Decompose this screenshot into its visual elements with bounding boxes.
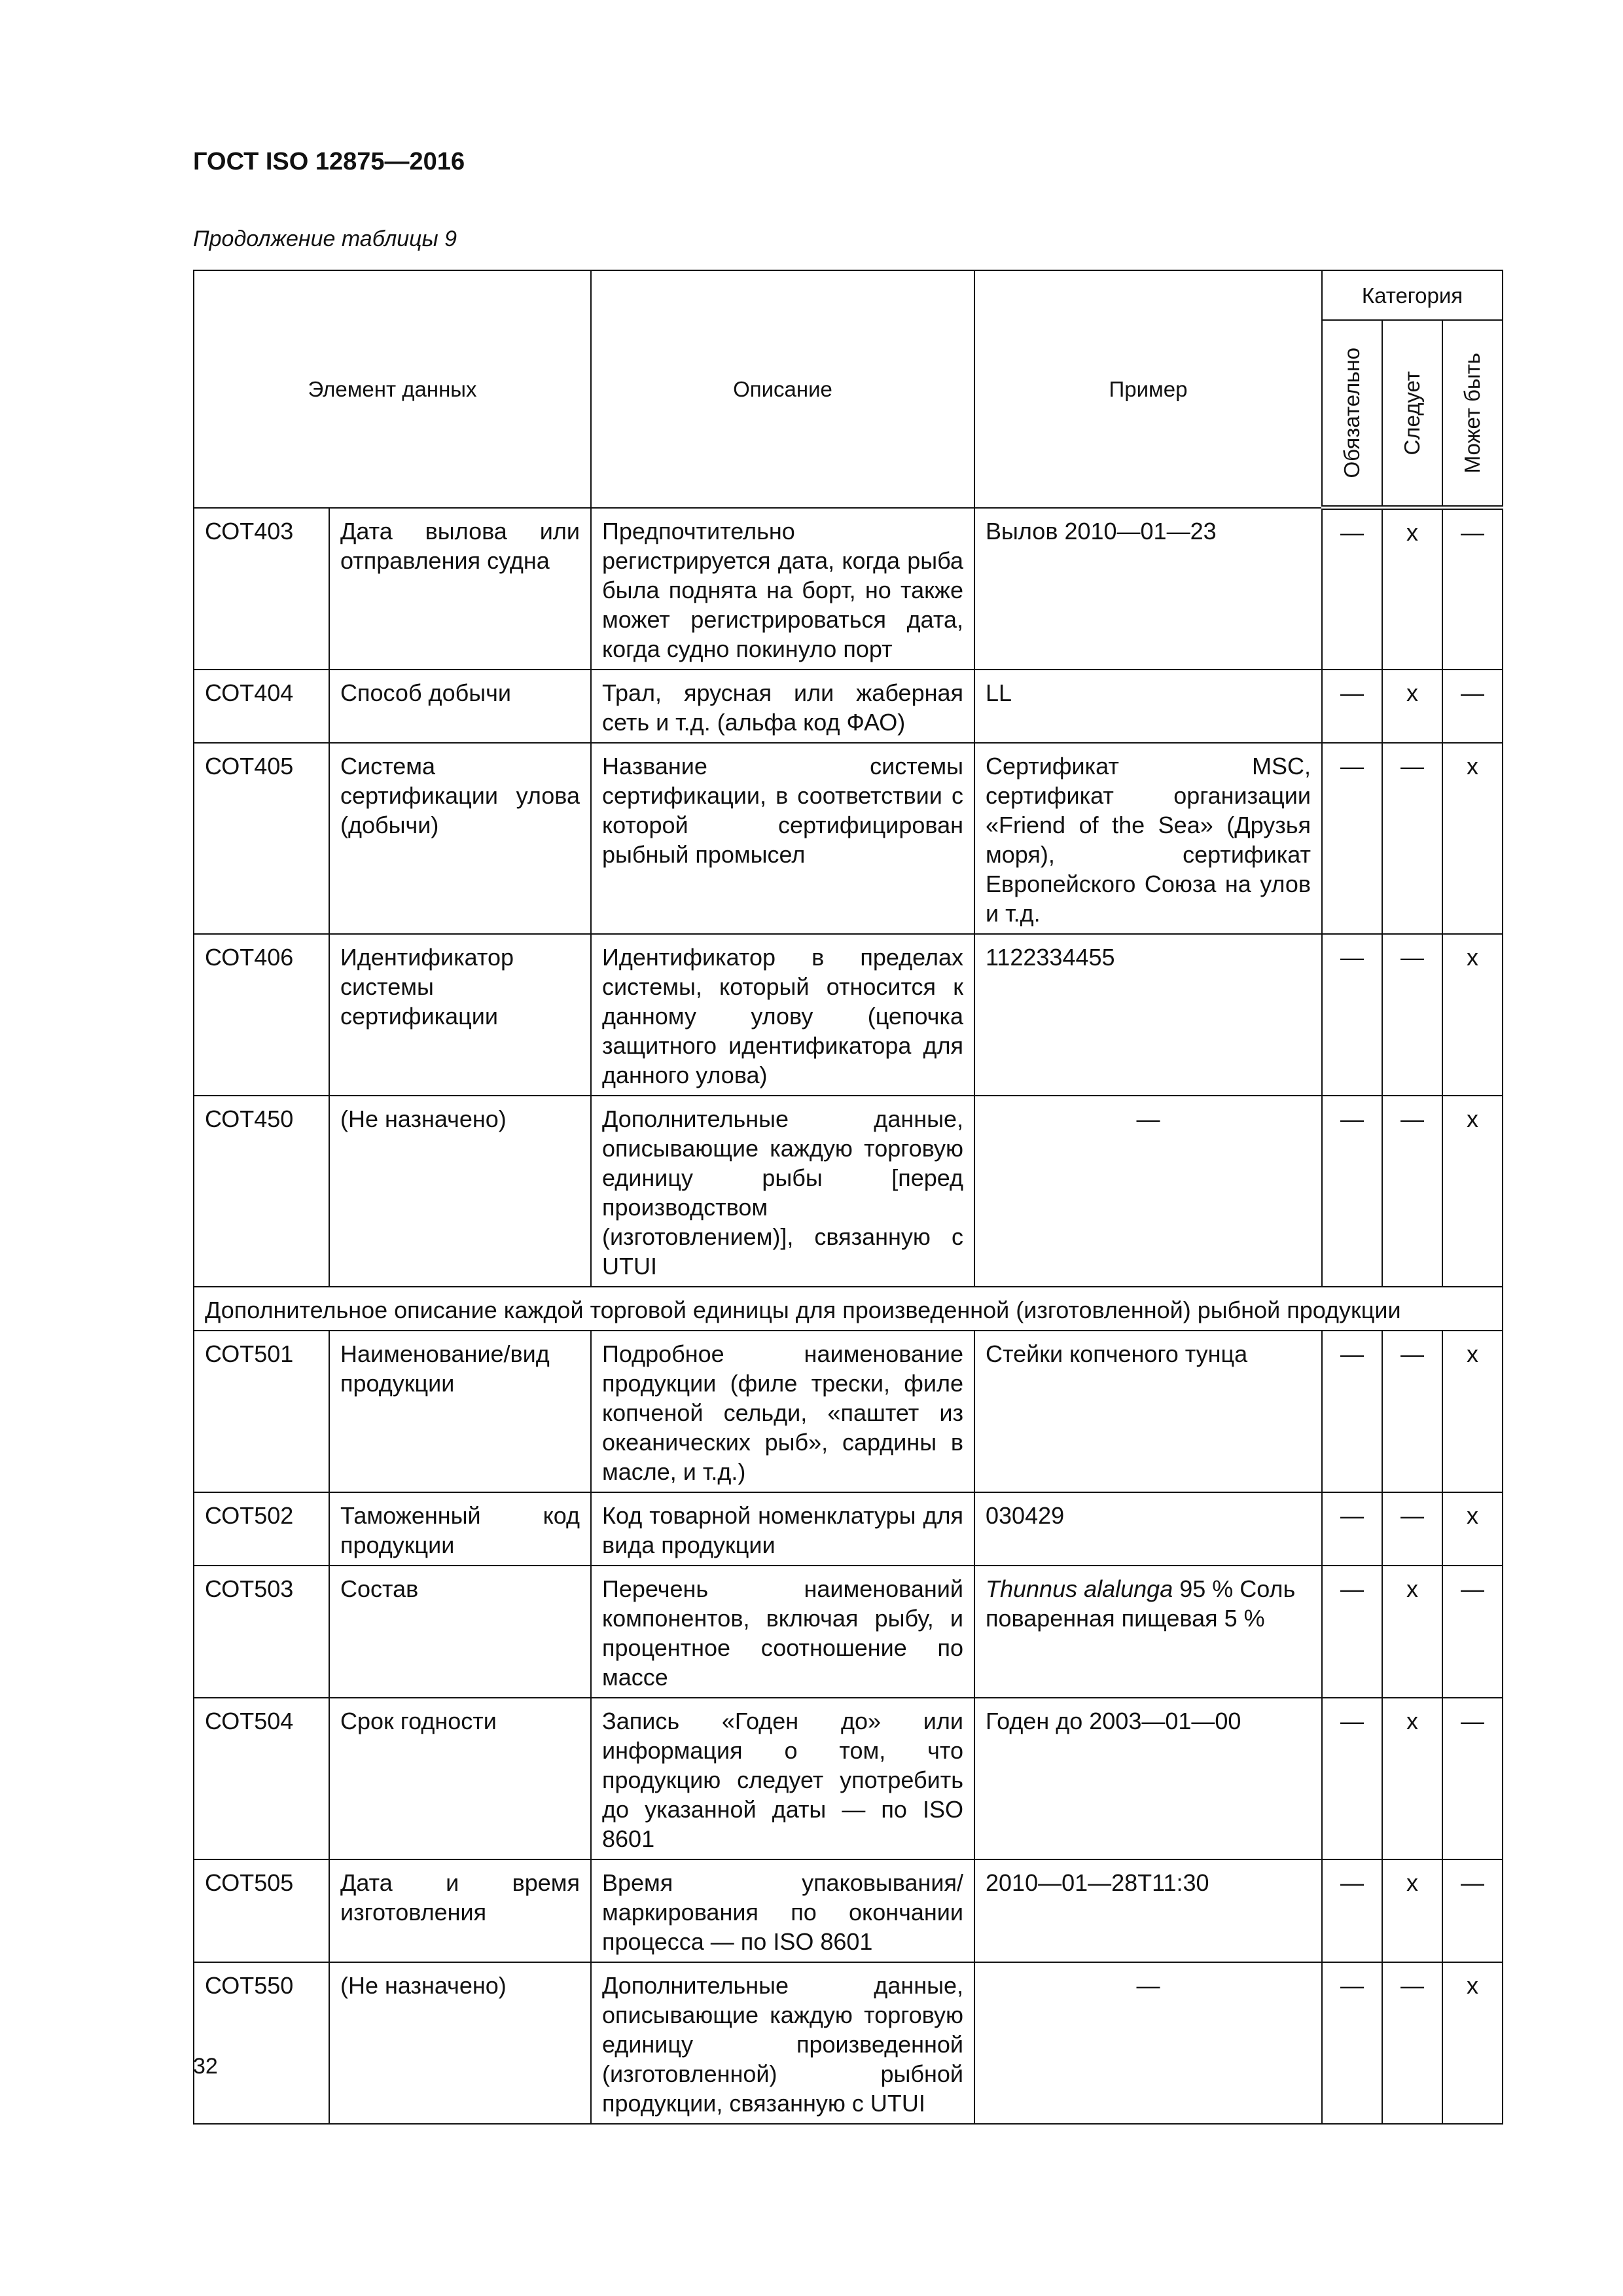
document-title: ГОСТ ISO 12875—2016 xyxy=(193,148,465,175)
row-example: 2010—01—28T11:30 xyxy=(974,1859,1322,1962)
row-description: Время упаковывания/маркирования по окончании процесса — по ISO 8601 xyxy=(591,1859,974,1962)
row-may: x xyxy=(1442,1096,1503,1287)
row-description: Перечень наименований компонентов, включая рыбу, и процентное соотношение по массе xyxy=(591,1566,974,1698)
row-description: Дополнительные данные, описывающие каждую торговую единицу произведенной (изготовленной) рыбной продукции, связанную с UTUI xyxy=(591,1962,974,2124)
row-description: Идентификатор в пределах системы, который относится к данному улову (цепочка защитного идентификатора для данного улова) xyxy=(591,934,974,1096)
row-should: x xyxy=(1382,1566,1442,1698)
row-name: Состав xyxy=(329,1566,591,1698)
row-name: Дата и время изготовления xyxy=(329,1859,591,1962)
row-mandatory: — xyxy=(1322,670,1382,743)
row-name: (Не назначено) xyxy=(329,1962,591,2124)
row-may: — xyxy=(1442,670,1503,743)
row-example: Вылов 2010—01—23 xyxy=(974,508,1322,670)
row-code: СОТ503 xyxy=(194,1566,329,1698)
row-name: Способ добычи xyxy=(329,670,591,743)
row-description: Код товарной номенклатуры для вида продукции xyxy=(591,1492,974,1566)
row-may: x xyxy=(1442,743,1503,934)
row-description: Предпочтительно регистрируется дата, когда рыба была поднята на борт, но также может регистрироваться дата, когда судно покинуло порт xyxy=(591,508,974,670)
row-should: x xyxy=(1382,670,1442,743)
row-name: Идентификатор системы сертификации xyxy=(329,934,591,1096)
table-row xyxy=(194,934,1503,1096)
row-mandatory: — xyxy=(1322,508,1382,670)
column-header-category: Категория xyxy=(1322,270,1503,320)
row-code: СОТ504 xyxy=(194,1698,329,1859)
section-row xyxy=(194,1287,1503,1331)
table-continuation-caption: Продолжение таблицы 9 xyxy=(193,226,457,251)
mandatory-label: Обязательно xyxy=(1340,348,1364,478)
table-row xyxy=(194,1492,1503,1566)
row-should: x xyxy=(1382,1698,1442,1859)
table-row xyxy=(194,743,1503,934)
row-example: LL xyxy=(974,670,1322,743)
table-row xyxy=(194,1698,1503,1859)
row-description: Трал, ярусная или жаберная сеть и т.д. (альфа код ФАО) xyxy=(591,670,974,743)
row-example: 1122334455 xyxy=(974,934,1322,1096)
row-should: — xyxy=(1382,1331,1442,1492)
row-example: — xyxy=(974,1962,1322,2124)
row-name: Дата вылова или отправления судна xyxy=(329,508,591,670)
row-code: СОТ403 xyxy=(194,508,329,670)
row-may: — xyxy=(1442,1698,1503,1859)
may-label: Может быть xyxy=(1460,352,1484,474)
row-name: Система сертификации улова (добычи) xyxy=(329,743,591,934)
row-should: — xyxy=(1382,743,1442,934)
table-row xyxy=(194,670,1503,743)
row-may: x xyxy=(1442,1492,1503,1566)
row-name: (Не назначено) xyxy=(329,1096,591,1287)
row-may: — xyxy=(1442,1566,1503,1698)
row-code: СОТ450 xyxy=(194,1096,329,1287)
column-header-example: Пример xyxy=(974,270,1322,508)
row-should: — xyxy=(1382,1962,1442,2124)
column-header-may xyxy=(1442,320,1503,508)
row-name: Таможенный код продукции xyxy=(329,1492,591,1566)
row-name: Срок годности xyxy=(329,1698,591,1859)
row-code: СОТ406 xyxy=(194,934,329,1096)
column-header-should xyxy=(1382,320,1442,508)
row-should: — xyxy=(1382,1492,1442,1566)
example-text: 95 % Соль поваренная пищевая 5 % xyxy=(986,1575,1296,1632)
example-species: Thunnus alalunga xyxy=(986,1575,1173,1602)
row-mandatory: — xyxy=(1322,1492,1382,1566)
row-code: СОТ501 xyxy=(194,1331,329,1492)
column-header-mandatory xyxy=(1322,320,1382,508)
row-example: Стейки копченого тунца xyxy=(974,1331,1322,1492)
table-row xyxy=(194,1331,1503,1492)
row-mandatory: — xyxy=(1322,743,1382,934)
row-example: Годен до 2003—01—00 xyxy=(974,1698,1322,1859)
row-description: Название системы сертификации, в соответствии с которой сертифицирован рыбный промысел xyxy=(591,743,974,934)
row-may: — xyxy=(1442,1859,1503,1962)
row-should: x xyxy=(1382,508,1442,670)
row-description: Подробное наименование продукции (филе трески, филе копченой сельди, «паштет из океанических рыб», сардины в масле, и т.д.) xyxy=(591,1331,974,1492)
should-label: Следует xyxy=(1400,370,1424,456)
table-row xyxy=(194,1962,1503,2124)
row-mandatory: — xyxy=(1322,1962,1382,2124)
row-example: 030429 xyxy=(974,1492,1322,1566)
row-code: СОТ502 xyxy=(194,1492,329,1566)
table-row xyxy=(194,508,1503,670)
column-header-description: Описание xyxy=(591,270,974,508)
row-may: x xyxy=(1442,1331,1503,1492)
row-mandatory: — xyxy=(1322,1698,1382,1859)
row-should: — xyxy=(1382,1096,1442,1287)
row-mandatory: — xyxy=(1322,1096,1382,1287)
row-example: — xyxy=(974,1096,1322,1287)
row-may: x xyxy=(1442,1962,1503,2124)
row-should: x xyxy=(1382,1859,1442,1962)
table-row xyxy=(194,1096,1503,1287)
row-name: Наименование/вид продукции xyxy=(329,1331,591,1492)
row-code: СОТ404 xyxy=(194,670,329,743)
table-row xyxy=(194,1859,1503,1962)
row-may: — xyxy=(1442,508,1503,670)
row-mandatory: — xyxy=(1322,1859,1382,1962)
row-example xyxy=(974,1566,1322,1698)
table-row xyxy=(194,1566,1503,1698)
section-title: Дополнительное описание каждой торговой единицы для произведенной (изготовленной) рыбной продукции xyxy=(194,1287,1503,1331)
row-description: Запись «Годен до» или информация о том, что продукцию следует употребить до указанной даты — по ISO 8601 xyxy=(591,1698,974,1859)
row-code: СОТ405 xyxy=(194,743,329,934)
column-header-element: Элемент данных xyxy=(194,270,591,508)
page-number: 32 xyxy=(193,2054,218,2079)
row-mandatory: — xyxy=(1322,1566,1382,1698)
row-mandatory: — xyxy=(1322,934,1382,1096)
row-should: — xyxy=(1382,934,1442,1096)
data-elements-table xyxy=(193,270,1503,2125)
row-code: СОТ505 xyxy=(194,1859,329,1962)
row-mandatory: — xyxy=(1322,1331,1382,1492)
row-description: Дополнительные данные, описывающие каждую торговую единицу рыбы [перед производством (изготовлением)], связанную с UTUI xyxy=(591,1096,974,1287)
row-may: x xyxy=(1442,934,1503,1096)
row-example: Сертификат MSC, сертификат организации «Friend of the Sea» (Друзья моря), сертификат Европейского Союза на улов и т.д. xyxy=(974,743,1322,934)
row-code: СОТ550 xyxy=(194,1962,329,2124)
